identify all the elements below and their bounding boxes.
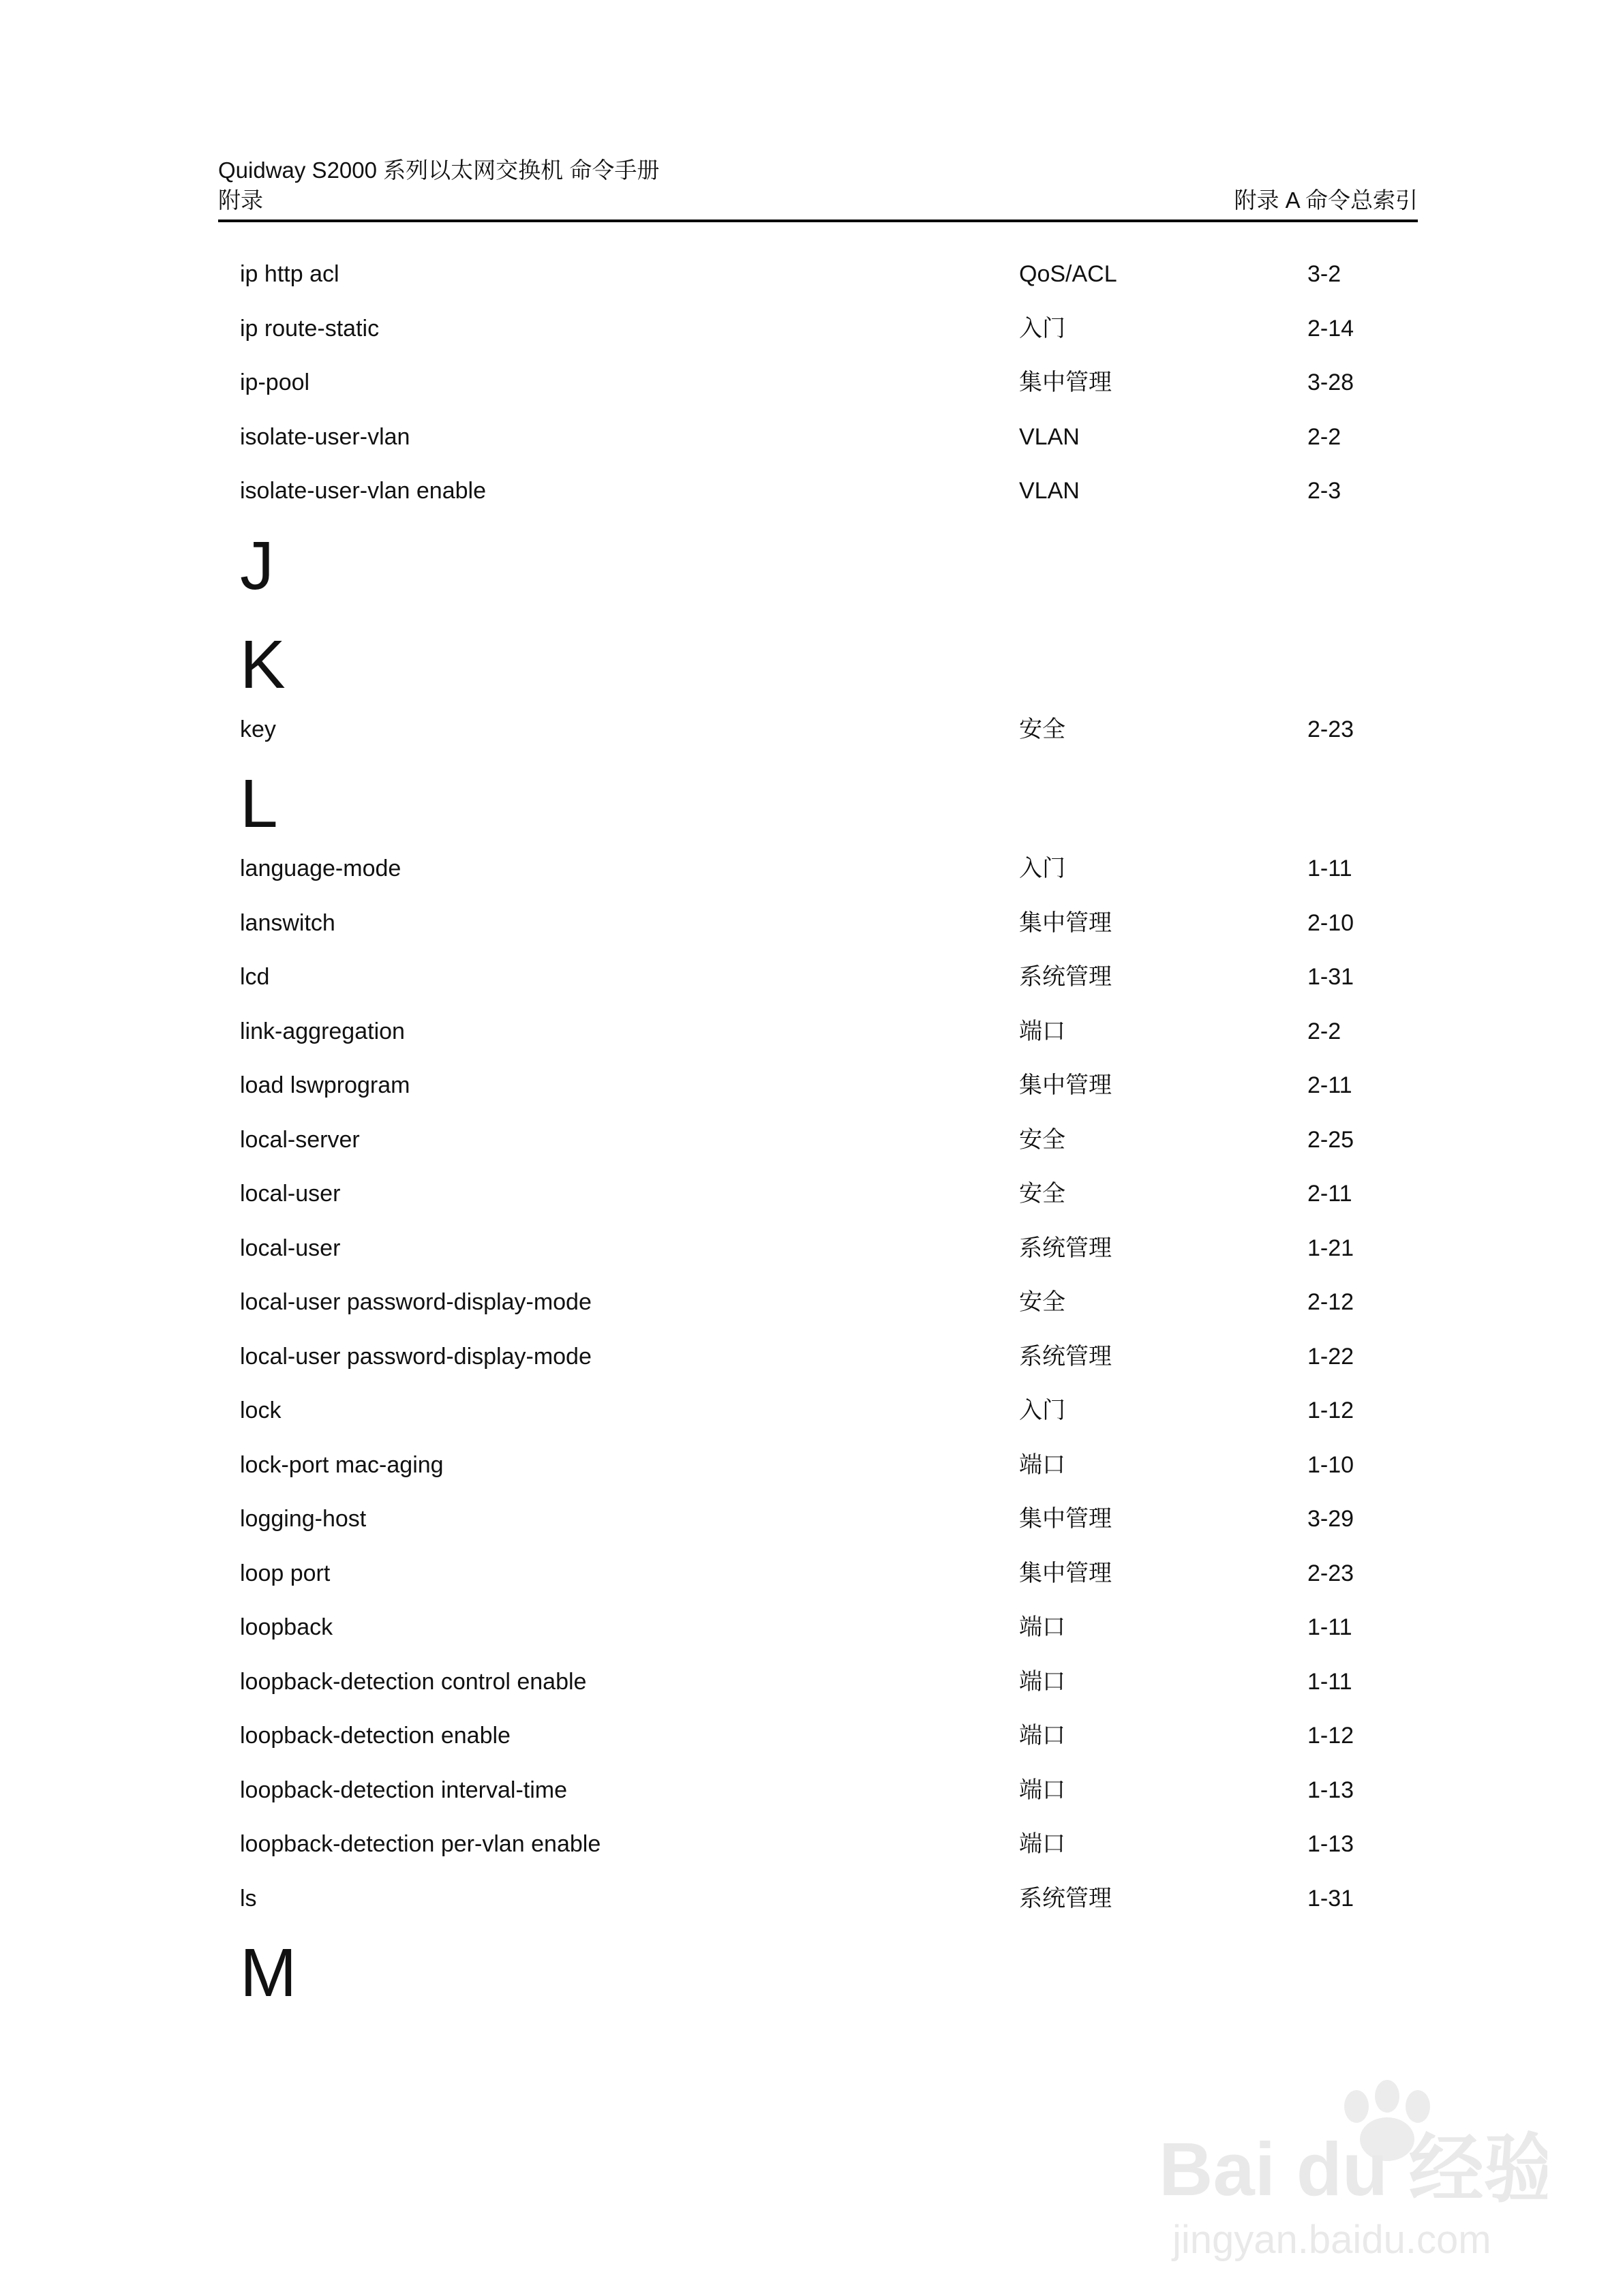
page-ref: 2-23 — [1307, 1560, 1354, 1586]
command-category: 系统管理 — [1019, 1343, 1112, 1370]
command-category: 系统管理 — [1019, 1885, 1112, 1912]
watermark-url: jingyan.baidu.com — [1172, 2218, 1491, 2262]
command-name: ls — [240, 1885, 257, 1912]
command-category: 集中管理 — [1019, 909, 1112, 936]
manual-title: Quidway S2000 系列以太网交换机 命令手册 — [218, 157, 660, 183]
page-ref: 1-22 — [1307, 1343, 1354, 1370]
header-section-right: 附录 A 命令总索引 — [1234, 187, 1418, 213]
command-name: lock-port mac-aging — [240, 1451, 444, 1478]
command-category: 系统管理 — [1019, 1235, 1112, 1261]
command-name: local-server — [240, 1126, 360, 1153]
command-name: loopback-detection per-vlan enable — [240, 1831, 601, 1857]
command-category: 系统管理 — [1019, 964, 1112, 990]
index-entry — [240, 1553, 1399, 1607]
section-letter: M — [240, 1935, 297, 2011]
command-category: 安全 — [1019, 716, 1065, 742]
index-entry — [240, 848, 1399, 903]
index-entry — [240, 1228, 1399, 1282]
command-category: VLAN — [1019, 478, 1080, 504]
command-category: 集中管理 — [1019, 369, 1112, 395]
command-category: 入门 — [1019, 856, 1065, 881]
section-letter: J — [240, 527, 274, 604]
page-ref: 2-11 — [1307, 1181, 1352, 1207]
command-category: 安全 — [1019, 1181, 1065, 1207]
index-entry — [240, 1065, 1399, 1119]
command-category: 入门 — [1019, 315, 1065, 342]
index-entry — [240, 1445, 1399, 1499]
index-entry — [240, 470, 1399, 525]
command-name: logging-host — [240, 1506, 367, 1532]
command-category: 端口 — [1019, 1831, 1065, 1857]
page-ref: 1-12 — [1307, 1398, 1354, 1423]
page-ref: 2-2 — [1307, 423, 1341, 450]
command-name: loopback-detection interval-time — [240, 1777, 568, 1803]
header-rule — [218, 220, 1418, 222]
section-letter: K — [240, 626, 286, 703]
page-ref: 3-2 — [1307, 261, 1341, 287]
command-name: isolate-user-vlan enable — [240, 478, 486, 504]
page-ref: 1-13 — [1307, 1777, 1354, 1803]
index-entry — [240, 709, 1399, 764]
command-name: loopback-detection enable — [240, 1723, 511, 1749]
page-ref: 2-12 — [1307, 1289, 1354, 1315]
index-entry — [240, 362, 1399, 417]
page-ref: 1-10 — [1307, 1451, 1354, 1478]
command-category: 端口 — [1019, 1723, 1065, 1749]
index-entry — [240, 1824, 1399, 1878]
baidu-jingyan-watermark — [1152, 2059, 1547, 2263]
command-name: lock — [240, 1398, 282, 1423]
command-category: 入门 — [1019, 1398, 1065, 1423]
watermark-logo — [1152, 2059, 1547, 2263]
command-name: lanswitch — [240, 909, 335, 936]
index-entry — [240, 1607, 1399, 1661]
command-category: 集中管理 — [1019, 1560, 1112, 1586]
header-row — [218, 185, 1418, 215]
header-section-left: 附录 — [218, 187, 263, 213]
command-name: loop port — [240, 1560, 331, 1586]
page-ref: 1-11 — [1307, 1668, 1352, 1695]
command-name: link-aggregation — [240, 1018, 405, 1044]
command-index — [240, 254, 1399, 2031]
page-ref: 2-25 — [1307, 1126, 1354, 1153]
command-category: 端口 — [1019, 1451, 1065, 1478]
index-entry — [240, 1770, 1399, 1824]
page-ref: 1-31 — [1307, 964, 1354, 990]
watermark-brand: Bai du 经验 — [1159, 2128, 1547, 2211]
command-name: language-mode — [240, 856, 401, 881]
command-name: load lswprogram — [240, 1072, 410, 1098]
command-name: ip http acl — [240, 261, 339, 287]
command-category: 端口 — [1019, 1777, 1065, 1803]
page-ref: 2-11 — [1307, 1072, 1352, 1098]
index-entry — [240, 1878, 1399, 1933]
index-entry — [240, 1336, 1399, 1391]
page-ref: 2-3 — [1307, 478, 1341, 504]
command-category: 集中管理 — [1019, 1506, 1112, 1532]
command-category: 端口 — [1019, 1018, 1065, 1044]
page-ref: 1-13 — [1307, 1831, 1354, 1857]
command-name: key — [240, 716, 276, 742]
command-name: local-user — [240, 1181, 341, 1207]
index-entry — [240, 1498, 1399, 1553]
command-category: VLAN — [1019, 423, 1080, 450]
command-category: 安全 — [1019, 1126, 1065, 1153]
command-name: local-user password-display-mode — [240, 1343, 592, 1370]
command-name: local-user — [240, 1235, 341, 1261]
command-name: lcd — [240, 964, 270, 990]
command-name: ip route-static — [240, 315, 380, 342]
page-ref: 1-31 — [1307, 1885, 1354, 1912]
page-ref: 2-2 — [1307, 1018, 1341, 1044]
command-category: 安全 — [1019, 1289, 1065, 1315]
index-entry — [240, 1390, 1399, 1445]
command-category: QoS/ACL — [1019, 261, 1117, 287]
command-category: 集中管理 — [1019, 1072, 1112, 1098]
index-entry — [240, 1282, 1399, 1336]
page-ref: 1-12 — [1307, 1723, 1354, 1749]
page-ref: 2-14 — [1307, 315, 1354, 342]
index-entry — [240, 956, 1399, 1011]
page-header — [218, 155, 1418, 215]
section-letter: L — [240, 766, 278, 842]
command-name: loopback-detection control enable — [240, 1668, 587, 1695]
command-name: local-user password-display-mode — [240, 1289, 592, 1315]
command-name: ip-pool — [240, 369, 310, 395]
index-entry — [240, 1011, 1399, 1066]
page-ref: 3-29 — [1307, 1506, 1354, 1532]
page-ref: 3-28 — [1307, 369, 1354, 395]
index-entry — [240, 1661, 1399, 1716]
page-ref: 2-23 — [1307, 716, 1354, 742]
index-entry — [240, 1173, 1399, 1228]
index-entry — [240, 1715, 1399, 1770]
page-ref: 1-21 — [1307, 1235, 1354, 1261]
index-entry — [240, 308, 1399, 363]
command-category: 端口 — [1019, 1614, 1065, 1640]
command-name: isolate-user-vlan — [240, 423, 410, 450]
page-ref: 2-10 — [1307, 909, 1354, 936]
index-entry — [240, 254, 1399, 308]
page-ref: 1-11 — [1307, 1614, 1352, 1640]
index-entry — [240, 1119, 1399, 1174]
command-name: loopback — [240, 1614, 333, 1640]
index-entry — [240, 417, 1399, 471]
page-ref: 1-11 — [1307, 856, 1352, 881]
index-entry — [240, 903, 1399, 957]
command-category: 端口 — [1019, 1668, 1065, 1695]
